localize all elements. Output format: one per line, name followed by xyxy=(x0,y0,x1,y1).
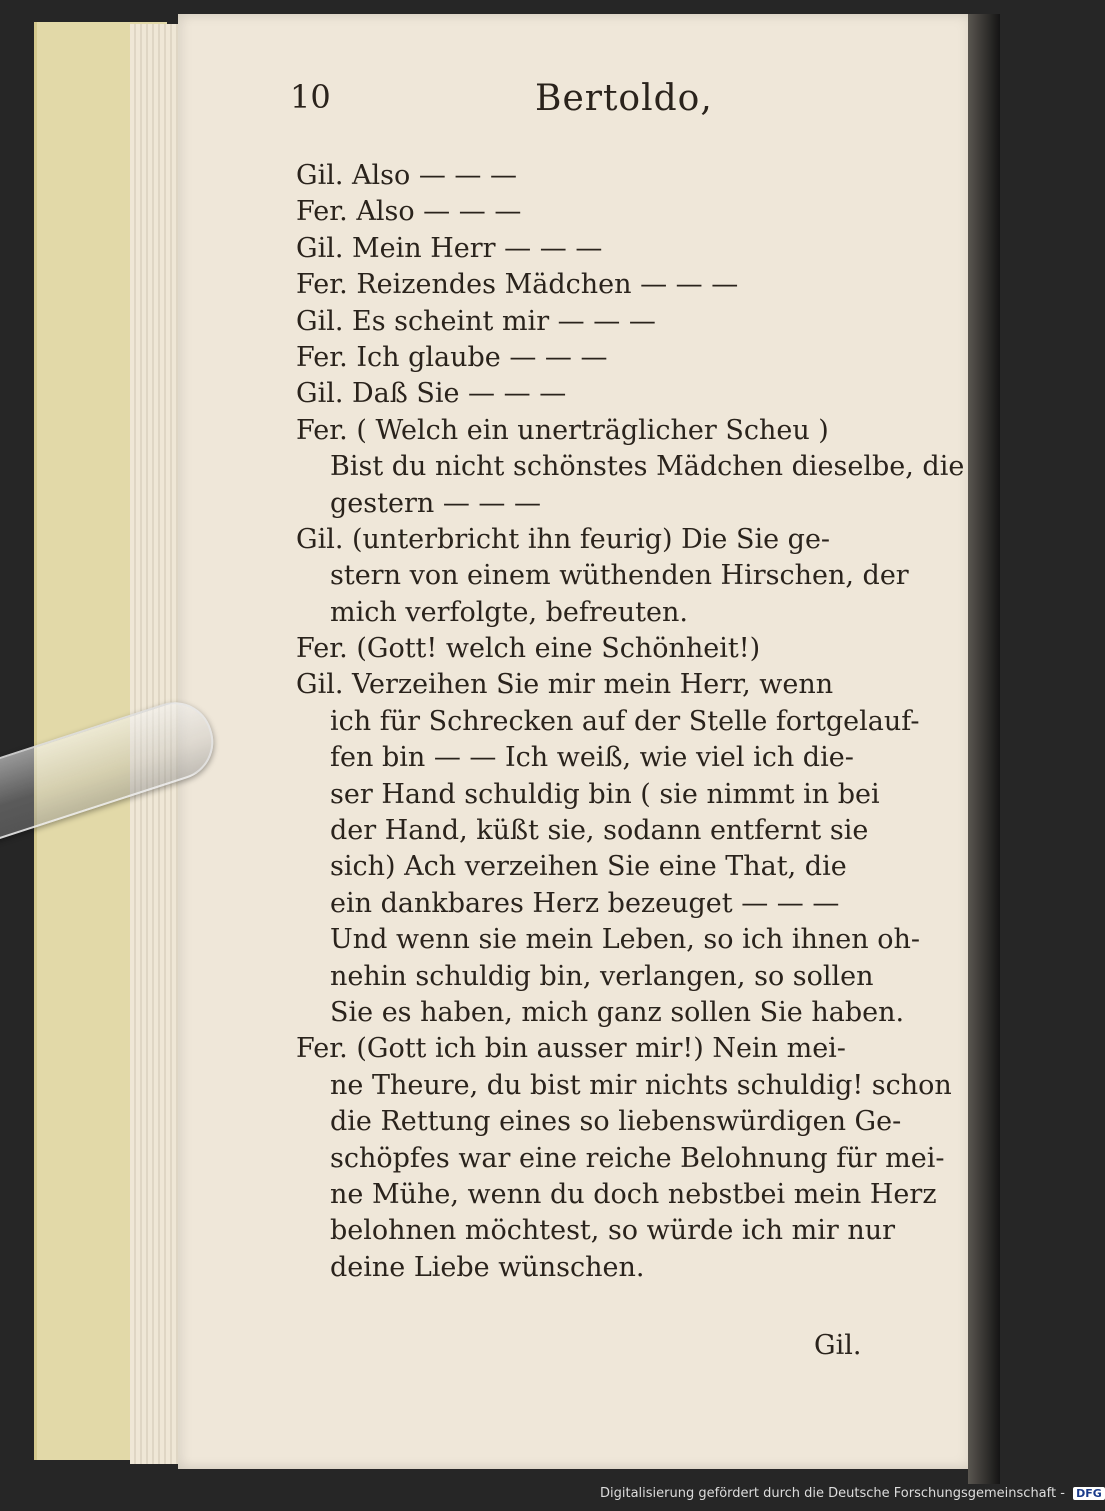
text-line: der Hand, küßt sie, sodann entfernt sie xyxy=(330,815,869,847)
page-text xyxy=(296,158,965,1286)
gutter-shadow xyxy=(968,14,1000,1484)
dfg-logo-icon: DFG xyxy=(1073,1487,1105,1500)
text-line: Fer. (Gott! welch eine Schönheit!) xyxy=(296,633,761,665)
text-line: schöpfes war eine reiche Belohnung für mei- xyxy=(330,1142,945,1174)
text-line: Sie es haben, mich ganz sollen Sie haben. xyxy=(330,996,905,1028)
text-line: deine Liebe wünschen. xyxy=(330,1251,645,1283)
text-line: ser Hand schuldig bin ( sie nimmt in bei xyxy=(330,778,880,810)
page-header xyxy=(290,78,730,128)
text-line: gestern — — — xyxy=(330,487,541,519)
text-line: Bist du nicht schönstes Mädchen dieselbe, die xyxy=(330,451,965,483)
text-line: Fer. Ich glaube — — — xyxy=(296,341,608,373)
text-line: nehin schuldig bin, verlangen, so sollen xyxy=(330,960,874,992)
text-line: die Rettung eines so liebenswürdigen Ge- xyxy=(330,1106,902,1138)
text-line: Gil. Verzeihen Sie mir mein Herr, wenn xyxy=(296,669,834,701)
catchword: Gil. xyxy=(814,1330,862,1361)
text-line: Fer. ( Welch ein unerträglicher Scheu ) xyxy=(296,414,829,446)
text-line: Fer. (Gott ich bin ausser mir!) Nein mei- xyxy=(296,1033,846,1065)
text-line: Und wenn sie mein Leben, so ich ihnen oh- xyxy=(330,924,920,956)
text-line: Fer. Also — — — xyxy=(296,196,522,228)
text-line: ein dankbares Herz bezeuget — — — xyxy=(330,887,840,919)
digitization-footer xyxy=(600,1486,1102,1506)
text-line: Gil. Es scheint mir — — — xyxy=(296,305,656,337)
text-line: ich für Schrecken auf der Stelle fortgelauf- xyxy=(330,705,920,737)
text-line: ne Theure, du bist mir nichts schuldig! schon xyxy=(330,1069,952,1101)
text-line: Gil. Daß Sie — — — xyxy=(296,378,567,410)
text-line: Gil. Mein Herr — — — xyxy=(296,232,603,264)
text-line: belohnen möchtest, so würde ich mir nur xyxy=(330,1215,896,1247)
text-line: Gil. (unterbricht ihn feurig) Die Sie ge- xyxy=(296,523,831,555)
text-line: Fer. Reizendes Mädchen — — — xyxy=(296,269,739,301)
running-title: Bertoldo, xyxy=(535,78,713,119)
footer-text: Digitalisierung gefördert durch die Deutsche Forschungsgemeinschaft - xyxy=(600,1486,1065,1501)
text-line: ne Mühe, wenn du doch nebstbei mein Herz xyxy=(330,1178,937,1210)
text-line: mich verfolgte, befreuten. xyxy=(330,596,688,628)
text-line: fen bin — — Ich weiß, wie viel ich die- xyxy=(330,742,854,774)
text-line: sich) Ach verzeihen Sie eine That, die xyxy=(330,851,847,883)
page-number: 10 xyxy=(290,78,331,116)
text-line: stern von einem wüthenden Hirschen, der xyxy=(330,560,909,592)
text-line: Gil. Also — — — xyxy=(296,160,517,191)
